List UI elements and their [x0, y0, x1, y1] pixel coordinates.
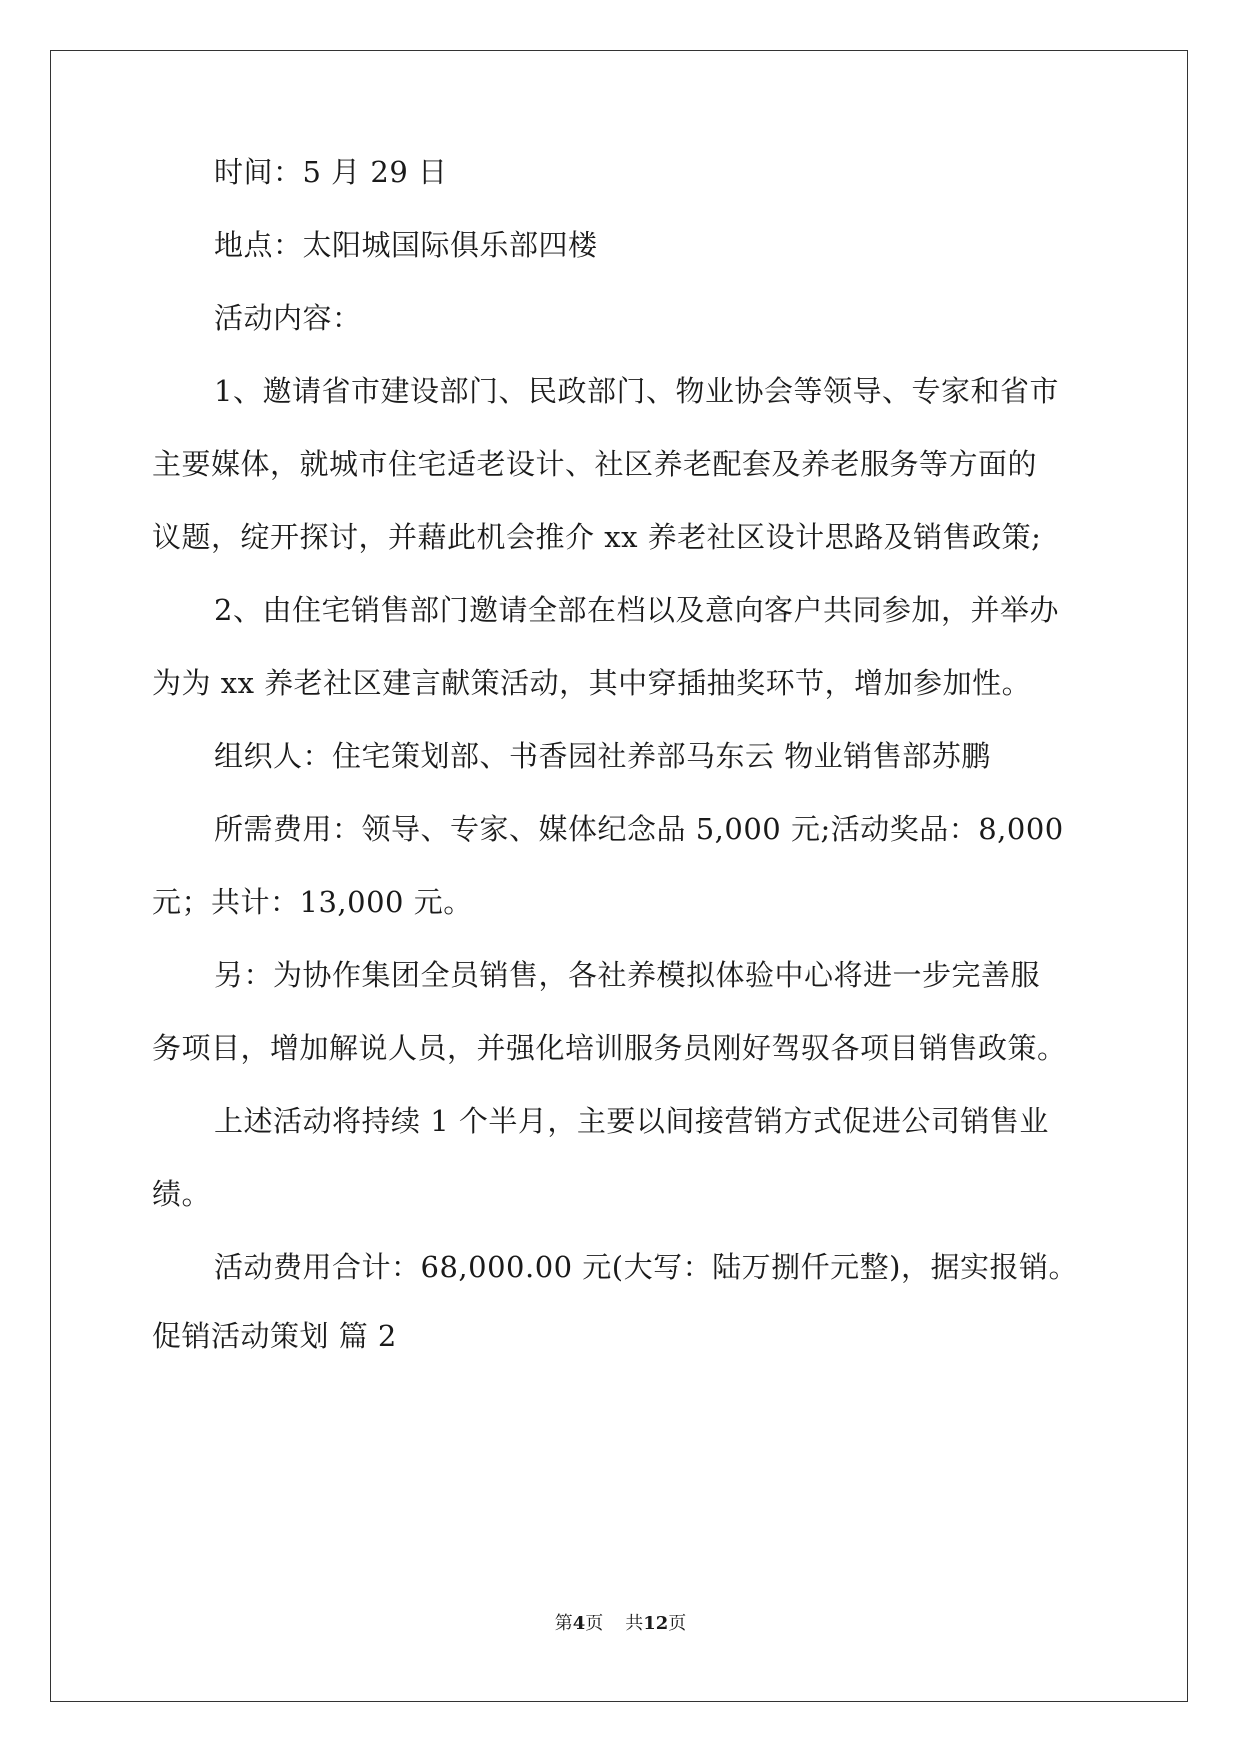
- section-heading: 促销活动策划 篇 2: [152, 1319, 397, 1353]
- page-number: 4: [572, 1613, 586, 1634]
- total-suffix: 页: [668, 1613, 687, 1634]
- duration-line-2: 绩。: [152, 1177, 212, 1211]
- total-prefix: 共: [625, 1613, 644, 1634]
- paragraph-1-line-1: 1、邀请省市建设部门、民政部门、物业协会等领导、专家和省市: [214, 374, 1059, 408]
- page-suffix: 页: [585, 1613, 604, 1634]
- page-footer: [0, 1612, 1241, 1636]
- cost-line-1: 所需费用：领导、专家、媒体纪念品 5,000 元;活动奖品：8,000: [214, 812, 1064, 846]
- paragraph-1-line-2: 主要媒体，就城市住宅适老设计、社区养老配套及养老服务等方面的: [152, 447, 1038, 481]
- time-line: 时间：5 月 29 日: [214, 155, 448, 189]
- organizer-line: 组织人：住宅策划部、书香园社养部马东云 物业销售部苏鹏: [214, 739, 991, 773]
- activity-heading: 活动内容：: [214, 301, 362, 335]
- total-cost-line: 活动费用合计：68,000.00 元(大写：陆万捌仟元整)，据实报销。: [214, 1250, 1078, 1284]
- paragraph-1-line-3: 议题，绽开探讨，并藉此机会推介 xx 养老社区设计思路及销售政策;: [152, 520, 1042, 554]
- note-line-2: 务项目，增加解说人员，并强化培训服务员刚好驾驭各项目销售政策。: [152, 1031, 1067, 1065]
- note-line-1: 另：为协作集团全员销售，各社养模拟体验中心将进一步完善服: [214, 958, 1041, 992]
- paragraph-2-line-2: 为为 xx 养老社区建言献策活动，其中穿插抽奖环节，增加参加性。: [152, 666, 1032, 700]
- cost-line-2: 元；共计：13,000 元。: [152, 885, 473, 919]
- paragraph-2-line-1: 2、由住宅销售部门邀请全部在档以及意向客户共同参加，并举办: [214, 593, 1059, 627]
- location-line: 地点：太阳城国际俱乐部四楼: [214, 228, 598, 262]
- duration-line-1: 上述活动将持续 1 个半月，主要以间接营销方式促进公司销售业: [214, 1104, 1049, 1138]
- total-pages: 12: [643, 1613, 669, 1634]
- page-prefix: 第: [554, 1613, 573, 1634]
